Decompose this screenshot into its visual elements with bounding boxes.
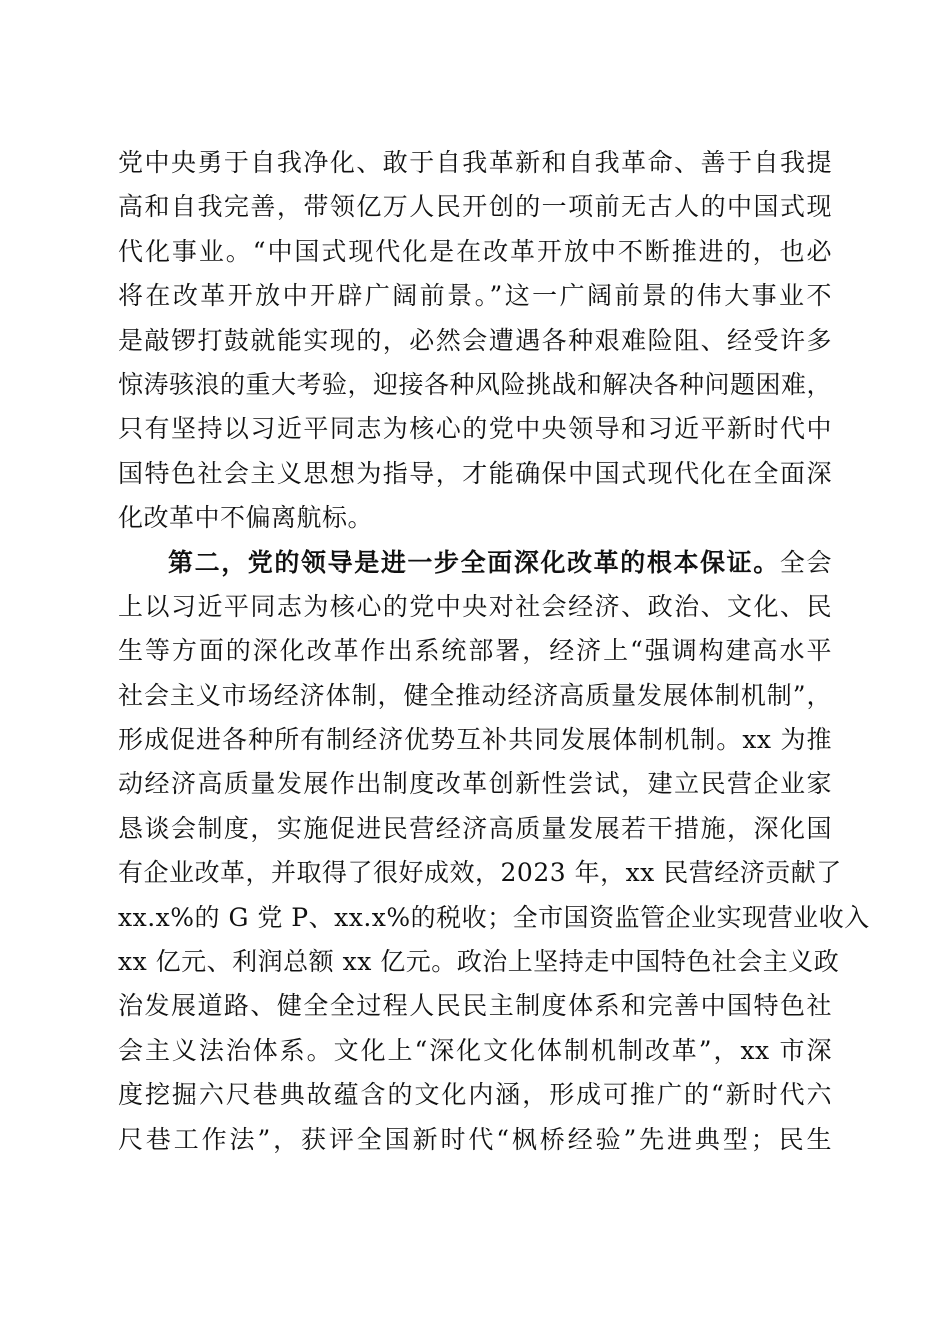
text-line: 惊涛骇浪的重大考验，迎接各种风险挑战和解决各种问题困难， [118, 369, 833, 399]
text-line: 动经济高质量发展作出制度改革创新性尝试，建立民营企业家 [118, 769, 832, 799]
paragraph-2 [118, 541, 870, 1162]
text-line: 高和自我完善，带领亿万人民开创的一项前无古人的中国式现 [118, 192, 832, 222]
text-line: 治发展道路、健全全过程人民民主制度体系和完善中国特色社 [118, 991, 832, 1021]
text-line: 生等方面的深化改革作出系统部署，经济上“强调构建高水平 [118, 636, 832, 666]
text-fragment: 全会 [779, 547, 832, 577]
text-line: xx 亿元、利润总额 xx 亿元。政治上坚持走中国特色社会主义政 [118, 947, 840, 977]
text-line: 将在改革开放中开辟广阔前景。”这一广阔前景的伟大事业不 [118, 281, 832, 311]
text-line: 党中央勇于自我净化、敢于自我革新和自我革命、善于自我提 [118, 148, 832, 177]
text-line: 只有坚持以习近平同志为核心的党中央领导和习近平新时代中 [118, 414, 832, 444]
document-body [118, 141, 870, 1162]
section-heading: 第二，党的领导是进一步全面深化改革的根本保证。 [168, 547, 780, 577]
text-line: 是敲锣打鼓就能实现的，必然会遭遇各种艰难险阻、经受许多 [118, 325, 832, 355]
text-line: 尺巷工作法”，获评全国新时代“枫桥经验”先进典型；民生 [118, 1124, 832, 1154]
text-line: 形成促进各种所有制经济优势互补共同发展体制机制。xx 为推 [118, 725, 832, 755]
text-line: 度挖掘六尺巷典故蕴含的文化内涵，形成可推广的“新时代六 [118, 1080, 832, 1110]
text-line: 国特色社会主义思想为指导，才能确保中国式现代化在全面深 [118, 458, 832, 488]
text-line: 恳谈会制度，实施促进民营经济高质量发展若干措施，深化国 [118, 813, 832, 843]
paragraph-1 [118, 141, 832, 541]
text-line: 化改革中不偏离航标。 [118, 503, 374, 533]
paragraph-2-first-line [118, 541, 832, 585]
text-line: 有企业改革，并取得了很好成效，2023 年，xx 民营经济贡献了 [118, 858, 842, 888]
text-line: 会主义法治体系。文化上“深化文化体制机制改革”，xx 市深 [118, 1035, 832, 1065]
text-line: 社会主义市场经济体制，健全推动经济高质量发展体制机制”， [118, 680, 832, 710]
text-line: xx.x%的 G 党 P、xx.x%的税收；全市国资监管企业实现营业收入 [118, 902, 870, 932]
text-line: 代化事业。“中国式现代化是在改革开放中不断推进的，也必 [118, 236, 832, 266]
text-line: 上以习近平同志为核心的党中央对社会经济、政治、文化、民 [118, 591, 832, 621]
